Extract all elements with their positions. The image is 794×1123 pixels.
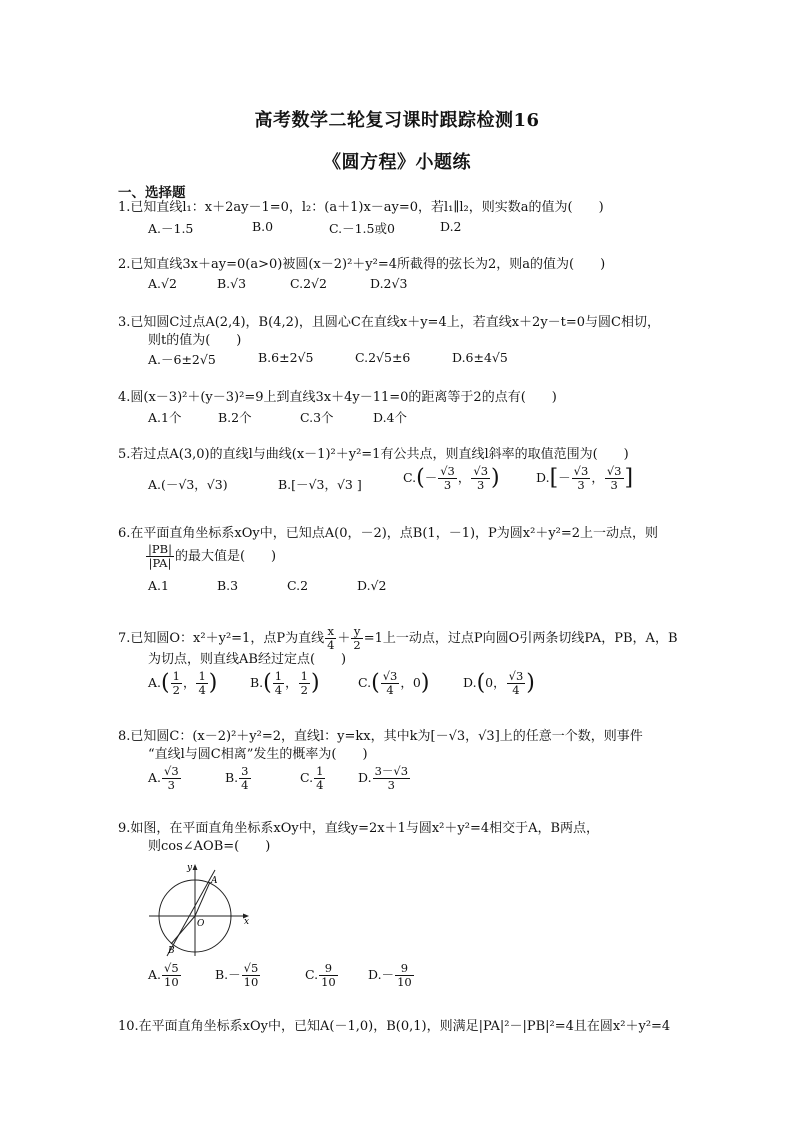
question-7-stem-line2: 为切点，则直线AB经过定点( ) [148,652,347,667]
q7-option-c: C.( $\frac{√3}{4}$ ，0) [358,669,430,697]
q9-option-c: C. $\frac{9}{10}$ [305,961,336,989]
question-8-stem-line1: 8.已知圆C：(x－2)²＋y²=2，直线l：y=kx，其中k为[－√3，√3]上的任意一个数，则事件 [118,729,643,744]
fig-label-a: A [211,876,218,886]
q8-option-d: D. $\frac{3-√3}{3}$ [358,764,409,792]
q7-option-a: A.( $\frac{1}{2}$ ， $\frac{1}{4}$ ) [148,669,218,697]
q9-option-a: A. $\frac{√5}{10}$ [148,961,179,989]
q2-option-b: B.√3 [217,276,247,291]
question-5-stem: 5.若过点A(3,0)的直线l与曲线(x－1)²＋y²=1有公共点，则直线l斜率的取值范围为( ) [118,447,629,462]
q4-option-d: D.4个 [373,410,408,425]
fig-label-o: O [197,919,205,929]
q8-option-a: A. $\frac{√3}{3}$ [148,764,179,792]
q5-option-c: C.(－ $\frac{√3}{3}$ ， $\frac{√3}{3}$ ) [403,464,500,492]
q2-option-c: C.2√2 [290,276,327,291]
q4-option-c: C.3个 [300,410,334,425]
line-ab [167,870,215,956]
q6-option-d: D.√2 [357,578,387,593]
q9-option-d: D.－ $\frac{9}{10}$ [368,961,412,989]
question-3-stem-line2: 则t的值为( ) [148,333,242,348]
section-heading: 一、选择题 [118,185,186,201]
question-8-stem-line2: “直线l与圆C相离”发生的概率为( ) [148,747,368,762]
q1-option-d: D.2 [440,219,462,234]
q3-option-b: B.6±2√5 [258,350,314,365]
question-7-stem-line1: 7.已知圆O：x²＋y²=1，点P为直线 $\frac{x}{4}$ ＋ $\frac{y}{2}$ =1上一动点，过点P向圆O引两条切线PA，PB，A，B [118,624,678,652]
q2-option-d: D.2√3 [370,276,408,291]
q5-option-d: D.[－ $\frac{√3}{3}$ ， $\frac{√3}{3}$ ] [536,464,634,492]
question-10-stem: 10.在平面直角坐标系xOy中，已知A(－1,0)，B(0,1)，则满足|PA|²－|PB|²=4且在圆x²＋y²=4 [118,1019,671,1034]
question-4-stem: 4.圆(x－3)²＋(y－3)²=9上到直线3x＋4y－11=0的距离等于2的点有( ) [118,390,557,405]
question-3-stem-line1: 3.已知圆C过点A(2,4)，B(4,2)，且圆心C在直线x＋y=4上，若直线x＋2y－t=0与圆C相切， [118,315,660,330]
q8-option-c: C. $\frac{1}{4}$ [300,764,324,792]
q1-option-b: B.0 [252,219,274,234]
fig-label-y: y [187,863,193,873]
q6-option-a: A.1 [148,578,169,593]
q6-option-c: C.2 [287,578,309,593]
question-6-stem-line2: $\frac{|PB|}{|PA|}$ 的最大值是( ) [148,542,277,570]
q5-option-a: A.(－√3，√3) [148,477,228,492]
q3-option-c: C.2√5±6 [355,350,411,365]
q5-option-b: B.[－√3，√3 ] [278,477,362,492]
q7-option-b: B.( $\frac{1}{4}$ ， $\frac{1}{2}$ ) [250,669,320,697]
question-1-stem: 1.已知直线l₁：x＋2ay－1=0，l₂：(a＋1)x－ay=0，若l₁∥l₂，则实数a的值为( ) [118,200,604,215]
fig-label-x: x [244,917,250,927]
q3-option-d: D.6±4√5 [452,350,508,365]
q2-option-a: A.√2 [148,276,177,291]
question-9-stem-line1: 9.如图，在平面直角坐标系xOy中，直线y=2x＋1与圆x²＋y²=4相交于A，B两点， [118,821,600,836]
fig-label-b: B [168,946,175,956]
q1-option-a: A.－1.5 [148,221,194,236]
segment-oa [195,882,210,916]
question-2-stem: 2.已知直线3x＋ay=0(a>0)被圆(x－2)²＋y²=4所截得的弦长为2，则a的值为( ) [118,257,606,272]
q8-option-b: B. $\frac{3}{4}$ [225,764,249,792]
q3-option-a: A.－6±2√5 [148,352,216,367]
q9-option-b: B.－ $\frac{√5}{10}$ [215,961,259,989]
segment-ob [171,916,195,944]
question-9-stem-line2: 则cos∠AOB=( ) [148,839,271,854]
circle-line-figure [145,856,255,958]
y-axis-arrow [193,864,198,870]
question-6-stem-line1: 6.在平面直角坐标系xOy中，已知点A(0，－2)，点B(1，－1)，P为圆x²＋y²=2上一动点，则 [118,526,659,541]
q4-option-a: A.1个 [148,410,182,425]
q6-option-b: B.3 [217,578,239,593]
page-title: 高考数学二轮复习课时跟踪检测16 [254,110,540,131]
q7-option-d: D.(0， $\frac{√3}{4}$ ) [463,669,535,697]
q4-option-b: B.2个 [218,410,252,425]
q1-option-c: C.－1.5或0 [329,221,395,236]
page-subtitle: 《圆方程》小题练 [323,152,471,173]
